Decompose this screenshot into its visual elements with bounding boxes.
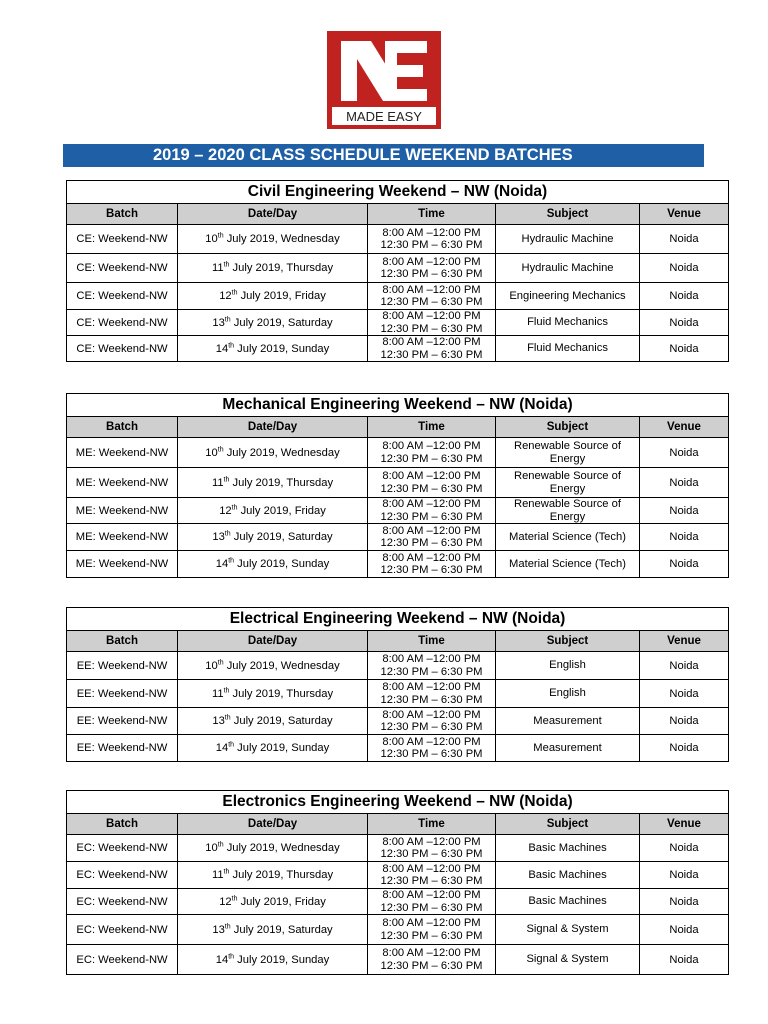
date-day-number: 14: [215, 953, 229, 966]
date-cell: [178, 889, 368, 915]
column-header: Time: [368, 814, 496, 835]
date-suffix: th: [217, 658, 224, 666]
time-slot-morning: 8:00 AM –12:00 PM: [382, 681, 481, 693]
date-day-number: 11: [211, 476, 224, 489]
table-row: [67, 680, 729, 708]
column-header: Date/Day: [178, 204, 368, 225]
column-header: Date/Day: [178, 417, 368, 438]
time-slot-afternoon: 12:30 PM – 6:30 PM: [380, 537, 483, 549]
venue-cell: Noida: [640, 915, 729, 945]
date-cell: [178, 254, 368, 283]
date-rest: July 2019, Sunday: [234, 342, 330, 355]
date-cell: [178, 336, 368, 362]
column-header: Subject: [496, 417, 640, 438]
date-rest: July 2019, Thursday: [229, 476, 334, 489]
time-cell: [368, 862, 496, 889]
column-header: Time: [368, 417, 496, 438]
date-rest: July 2019, Friday: [237, 504, 326, 517]
column-header: Subject: [496, 814, 640, 835]
venue-cell: Noida: [640, 310, 729, 336]
batch-cell: CE: Weekend-NW: [67, 225, 178, 254]
time-slot-afternoon: 12:30 PM – 6:30 PM: [380, 239, 483, 251]
time-cell: [368, 708, 496, 735]
column-header: Subject: [496, 204, 640, 225]
time-slot-morning: 8:00 AM –12:00 PM: [382, 440, 481, 452]
date-cell: [178, 735, 368, 762]
time-slot-afternoon: 12:30 PM – 6:30 PM: [380, 748, 483, 760]
column-header: Batch: [67, 204, 178, 225]
date-suffix: th: [217, 445, 224, 453]
date-rest: July 2019, Saturday: [230, 531, 333, 543]
venue-cell: Noida: [640, 498, 729, 524]
table-row: [67, 652, 729, 680]
date-suffix: th: [223, 261, 230, 269]
date-day-number: 14: [215, 342, 229, 355]
time-slot-morning: 8:00 AM –12:00 PM: [382, 708, 481, 721]
date-suffix: th: [231, 503, 238, 511]
time-slot-morning: 8:00 AM –12:00 PM: [382, 283, 481, 296]
date-suffix: th: [228, 952, 235, 960]
venue-cell: Noida: [640, 680, 729, 708]
batch-cell: ME: Weekend-NW: [67, 524, 178, 551]
subject-cell: Engineering Mechanics: [496, 283, 640, 310]
time-slot-morning: 8:00 AM –12:00 PM: [382, 735, 481, 748]
time-cell: [368, 551, 496, 578]
date-rest: July 2019, Wednesday: [223, 233, 340, 245]
subject-cell: Renewable Source of Energy: [496, 438, 640, 468]
batch-cell: EC: Weekend-NW: [67, 835, 178, 862]
column-header: Batch: [67, 814, 178, 835]
venue-cell: Noida: [640, 862, 729, 889]
date-day-number: 10: [205, 659, 218, 672]
date-suffix: th: [224, 714, 231, 722]
table-title: Electronics Engineering Weekend – NW (Noida): [67, 791, 729, 814]
table-row: [67, 524, 729, 551]
date-suffix: th: [224, 315, 231, 323]
table-row: [67, 551, 729, 578]
batch-cell: EE: Weekend-NW: [67, 735, 178, 762]
column-header: Venue: [640, 631, 729, 652]
date-suffix: th: [224, 922, 231, 930]
batch-cell: EE: Weekend-NW: [67, 708, 178, 735]
date-suffix: th: [217, 841, 224, 849]
date-day-number: 14: [215, 558, 229, 570]
time-cell: [368, 945, 496, 975]
table-row: [67, 835, 729, 862]
date-cell: [178, 680, 368, 708]
time-slot-morning: 8:00 AM –12:00 PM: [382, 917, 481, 929]
venue-cell: Noida: [640, 945, 729, 975]
venue-cell: Noida: [640, 336, 729, 362]
date-suffix: th: [223, 868, 230, 876]
time-slot-afternoon: 12:30 PM – 6:30 PM: [380, 564, 483, 576]
batch-cell: ME: Weekend-NW: [67, 438, 178, 468]
table-row: [67, 336, 729, 362]
date-day-number: 13: [212, 531, 225, 543]
venue-cell: Noida: [640, 225, 729, 254]
subject-cell: Hydraulic Machine: [496, 254, 640, 283]
date-rest: July 2019, Saturday: [230, 316, 333, 329]
date-cell: [178, 835, 368, 862]
subject-cell: Hydraulic Machine: [496, 225, 640, 254]
schedule-banner-title: 2019 – 2020 CLASS SCHEDULE WEEKEND BATCHES: [63, 144, 704, 167]
venue-cell: Noida: [640, 551, 729, 578]
date-suffix: th: [223, 475, 230, 483]
venue-cell: Noida: [640, 652, 729, 680]
batch-cell: ME: Weekend-NW: [67, 468, 178, 498]
date-rest: July 2019, Thursday: [229, 869, 334, 881]
time-slot-afternoon: 12:30 PM – 6:30 PM: [380, 452, 483, 465]
column-header: Time: [368, 631, 496, 652]
time-slot-morning: 8:00 AM –12:00 PM: [382, 310, 481, 322]
date-day-number: 13: [212, 923, 225, 936]
date-day-number: 11: [211, 869, 224, 881]
date-day-number: 12: [219, 895, 232, 908]
table-title: Electrical Engineering Weekend – NW (Noida): [67, 608, 729, 631]
batch-cell: CE: Weekend-NW: [67, 336, 178, 362]
subject-cell: Fluid Mechanics: [496, 310, 640, 336]
date-rest: July 2019, Thursday: [229, 687, 334, 700]
time-slot-afternoon: 12:30 PM – 6:30 PM: [380, 665, 483, 678]
table-row: [67, 254, 729, 283]
time-cell: [368, 524, 496, 551]
date-suffix: th: [217, 232, 224, 240]
time-cell: [368, 652, 496, 680]
time-slot-morning: 8:00 AM –12:00 PM: [382, 835, 481, 848]
subject-cell: Signal & System: [496, 915, 640, 945]
venue-cell: Noida: [640, 468, 729, 498]
subject-cell: Fluid Mechanics: [496, 336, 640, 362]
venue-cell: Noida: [640, 889, 729, 915]
date-rest: July 2019, Saturday: [230, 923, 333, 936]
date-rest: July 2019, Wednesday: [223, 842, 340, 854]
venue-cell: Noida: [640, 524, 729, 551]
time-slot-morning: 8:00 AM –12:00 PM: [382, 498, 481, 510]
schedule-table: [66, 790, 729, 975]
time-cell: [368, 225, 496, 254]
time-slot-afternoon: 12:30 PM – 6:30 PM: [380, 875, 483, 887]
venue-cell: Noida: [640, 438, 729, 468]
batch-cell: ME: Weekend-NW: [67, 551, 178, 578]
table-row: [67, 708, 729, 735]
table-row: [67, 283, 729, 310]
time-slot-afternoon: 12:30 PM – 6:30 PM: [380, 959, 483, 972]
time-slot-morning: 8:00 AM –12:00 PM: [382, 551, 481, 564]
date-rest: July 2019, Friday: [237, 290, 326, 302]
table-row: [67, 735, 729, 762]
table-row: [67, 438, 729, 468]
time-slot-morning: 8:00 AM –12:00 PM: [382, 255, 481, 268]
batch-cell: CE: Weekend-NW: [67, 310, 178, 336]
date-cell: [178, 862, 368, 889]
subject-cell: Measurement: [496, 735, 640, 762]
date-suffix: th: [228, 741, 235, 749]
time-slot-afternoon: 12:30 PM – 6:30 PM: [380, 268, 483, 280]
time-slot-afternoon: 12:30 PM – 6:30 PM: [380, 693, 483, 706]
date-cell: [178, 945, 368, 975]
table-row: [67, 310, 729, 336]
date-cell: [178, 551, 368, 578]
date-suffix: th: [223, 686, 230, 694]
batch-cell: ME: Weekend-NW: [67, 498, 178, 524]
batch-cell: CE: Weekend-NW: [67, 283, 178, 310]
time-slot-morning: 8:00 AM –12:00 PM: [382, 947, 481, 959]
batch-cell: EC: Weekend-NW: [67, 945, 178, 975]
time-slot-morning: 8:00 AM –12:00 PM: [382, 524, 481, 537]
subject-cell: Basic Machines: [496, 835, 640, 862]
date-cell: [178, 283, 368, 310]
time-slot-morning: 8:00 AM –12:00 PM: [382, 653, 481, 665]
column-header: Time: [368, 204, 496, 225]
venue-cell: Noida: [640, 708, 729, 735]
time-cell: [368, 835, 496, 862]
venue-cell: Noida: [640, 283, 729, 310]
column-header: Date/Day: [178, 631, 368, 652]
date-cell: [178, 498, 368, 524]
date-cell: [178, 225, 368, 254]
subject-cell: English: [496, 652, 640, 680]
batch-cell: EC: Weekend-NW: [67, 915, 178, 945]
time-slot-afternoon: 12:30 PM – 6:30 PM: [380, 510, 483, 523]
table-row: [67, 862, 729, 889]
time-cell: [368, 438, 496, 468]
table-title: Civil Engineering Weekend – NW (Noida): [67, 181, 729, 204]
time-slot-morning: 8:00 AM –12:00 PM: [382, 336, 481, 348]
date-rest: July 2019, Thursday: [229, 262, 334, 274]
date-cell: [178, 438, 368, 468]
time-slot-morning: 8:00 AM –12:00 PM: [382, 226, 481, 239]
date-rest: July 2019, Wednesday: [223, 659, 340, 672]
batch-cell: EE: Weekend-NW: [67, 680, 178, 708]
batch-cell: EE: Weekend-NW: [67, 652, 178, 680]
column-header: Batch: [67, 417, 178, 438]
date-cell: [178, 915, 368, 945]
batch-cell: CE: Weekend-NW: [67, 254, 178, 283]
batch-cell: EC: Weekend-NW: [67, 889, 178, 915]
table-title: Mechanical Engineering Weekend – NW (Noida): [67, 394, 729, 417]
date-day-number: 10: [205, 233, 218, 245]
date-cell: [178, 652, 368, 680]
date-cell: [178, 310, 368, 336]
time-cell: [368, 915, 496, 945]
time-cell: [368, 336, 496, 362]
date-day-number: 11: [211, 687, 224, 700]
time-slot-afternoon: 12:30 PM – 6:30 PM: [380, 721, 483, 733]
date-rest: July 2019, Friday: [237, 895, 326, 908]
date-day-number: 11: [211, 262, 224, 274]
time-slot-morning: 8:00 AM –12:00 PM: [382, 470, 481, 482]
subject-cell: English: [496, 680, 640, 708]
date-suffix: th: [224, 530, 231, 538]
time-slot-afternoon: 12:30 PM – 6:30 PM: [380, 929, 483, 942]
date-day-number: 10: [205, 842, 218, 854]
date-rest: July 2019, Sunday: [234, 953, 330, 966]
schedule-table: [66, 393, 729, 578]
column-header: Venue: [640, 417, 729, 438]
time-slot-afternoon: 12:30 PM – 6:30 PM: [380, 296, 483, 308]
column-header: Venue: [640, 814, 729, 835]
date-day-number: 12: [219, 290, 232, 302]
svg-text:MADE EASY: MADE EASY: [346, 109, 422, 124]
made-easy-logo: [327, 31, 441, 129]
time-slot-afternoon: 12:30 PM – 6:30 PM: [380, 482, 483, 495]
date-cell: [178, 468, 368, 498]
subject-cell: Material Science (Tech): [496, 524, 640, 551]
subject-cell: Basic Machines: [496, 889, 640, 915]
date-rest: July 2019, Saturday: [230, 715, 333, 727]
date-suffix: th: [231, 894, 238, 902]
schedule-table: [66, 607, 729, 762]
time-cell: [368, 310, 496, 336]
schedule-table: [66, 180, 729, 362]
venue-cell: Noida: [640, 254, 729, 283]
date-day-number: 10: [205, 446, 218, 459]
time-slot-morning: 8:00 AM –12:00 PM: [382, 862, 481, 875]
date-suffix: th: [228, 341, 235, 349]
date-day-number: 13: [212, 715, 225, 727]
time-cell: [368, 283, 496, 310]
time-cell: [368, 735, 496, 762]
subject-cell: Measurement: [496, 708, 640, 735]
time-slot-morning: 8:00 AM –12:00 PM: [382, 889, 481, 901]
venue-cell: Noida: [640, 835, 729, 862]
time-slot-afternoon: 12:30 PM – 6:30 PM: [380, 848, 483, 860]
date-rest: July 2019, Wednesday: [223, 446, 340, 459]
column-header: Date/Day: [178, 814, 368, 835]
column-header: Batch: [67, 631, 178, 652]
date-rest: July 2019, Sunday: [234, 742, 330, 754]
subject-cell: Material Science (Tech): [496, 551, 640, 578]
time-slot-afternoon: 12:30 PM – 6:30 PM: [380, 322, 483, 335]
batch-cell: EC: Weekend-NW: [67, 862, 178, 889]
subject-cell: Renewable Source of Energy: [496, 498, 640, 524]
date-day-number: 14: [215, 742, 229, 754]
table-row: [67, 498, 729, 524]
table-row: [67, 889, 729, 915]
time-cell: [368, 680, 496, 708]
table-row: [67, 468, 729, 498]
subject-cell: Basic Machines: [496, 862, 640, 889]
date-day-number: 12: [219, 504, 232, 517]
time-cell: [368, 254, 496, 283]
time-cell: [368, 498, 496, 524]
column-header: Venue: [640, 204, 729, 225]
subject-cell: Renewable Source of Energy: [496, 468, 640, 498]
time-cell: [368, 468, 496, 498]
table-row: [67, 225, 729, 254]
date-suffix: th: [228, 557, 235, 565]
date-day-number: 13: [212, 316, 225, 329]
time-cell: [368, 889, 496, 915]
time-slot-afternoon: 12:30 PM – 6:30 PM: [380, 348, 483, 361]
subject-cell: Signal & System: [496, 945, 640, 975]
venue-cell: Noida: [640, 735, 729, 762]
date-cell: [178, 708, 368, 735]
table-row: [67, 945, 729, 975]
column-header: Subject: [496, 631, 640, 652]
time-slot-afternoon: 12:30 PM – 6:30 PM: [380, 901, 483, 914]
date-rest: July 2019, Sunday: [234, 558, 330, 570]
table-row: [67, 915, 729, 945]
date-suffix: th: [231, 289, 238, 297]
date-cell: [178, 524, 368, 551]
